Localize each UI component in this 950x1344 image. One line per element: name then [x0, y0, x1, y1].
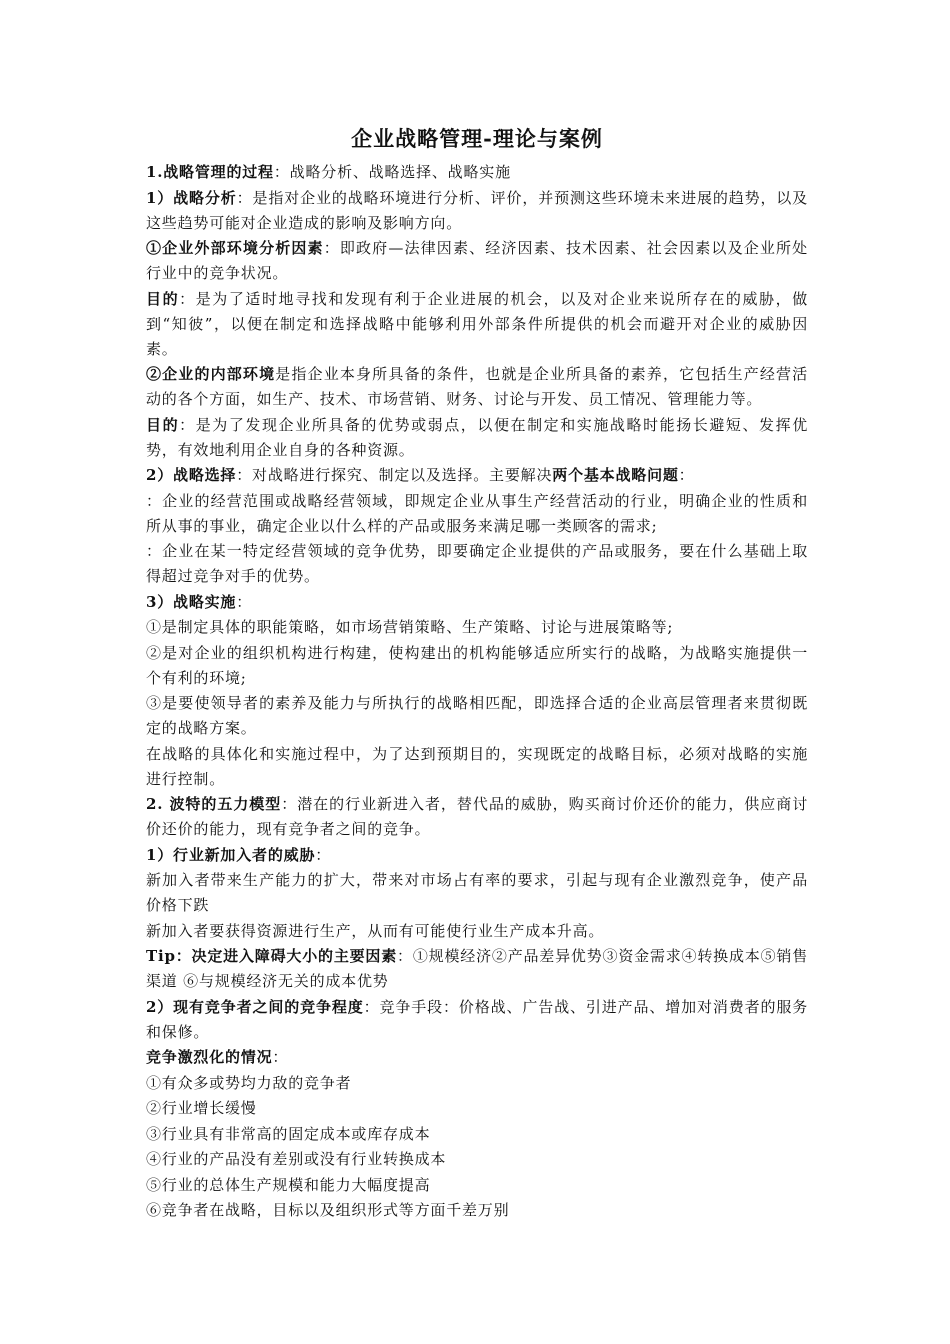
paragraph [146, 641, 808, 691]
paragraph [146, 995, 808, 1045]
body-text: ：企业在某一特定经营领域的竞争优势，即要确定企业提供的产品或服务，要在什么基础上取得超过竞争对手的优势。 [146, 542, 808, 585]
body-text: ：是为了适时地寻找和发现有利于企业进展的机会，以及对企业来说所存在的威胁，做到“知彼”，以便在制定和选择战略中能够利用外部条件所提供的机会而避开对企业的威胁因素。 [146, 289, 808, 358]
paragraph [146, 691, 808, 741]
paragraph [146, 413, 808, 463]
paragraph [146, 1198, 808, 1223]
body-text: ： [272, 1048, 289, 1066]
body-text: ：是指对企业的战略环境进行分析、评价，并预测这些环境未来进展的趋势，以及这些趋势可能对企业造成的影响及影响方向。 [146, 188, 808, 232]
bold-heading-text: 2）现有竞争者之间的竞争程度 [146, 997, 364, 1016]
body-text: ：①规模经济②产品差异优势③资金需求④转换成本⑤销售渠道 ⑥与规模经济无关的成本优势 [146, 947, 808, 990]
bold-heading-text: 1）战略分析 [146, 188, 237, 207]
body-text: 新加入者带来生产能力的扩大，带来对市场占有率的要求，引起与现有企业激烈竞争，使产品价格下跌 [146, 871, 808, 914]
bold-heading-text: 两个基本战略问题 [552, 466, 679, 484]
bold-heading-text: 1）行业新加入者的威胁 [146, 845, 316, 864]
body-text: ：即政府—法律因素、经济因素、技术因素、社会因素以及企业所处行业中的竞争状况。 [146, 239, 808, 282]
paragraph [146, 287, 808, 362]
body-text: ③行业具有非常高的固定成本或库存成本 [146, 1124, 431, 1143]
paragraph [146, 944, 808, 994]
body-text: ： [678, 466, 695, 484]
paragraph [146, 615, 808, 640]
bold-heading-text: 竞争激烈化的情况 [146, 1048, 273, 1066]
body-text: ③是要使领导者的素养及能力与所执行的战略相匹配，即选择合适的企业高层管理者来贯彻既定的战略方案。 [146, 694, 808, 737]
paragraph [146, 1071, 808, 1096]
bold-heading-text: 3）战略实施 [146, 592, 237, 611]
paragraph [146, 463, 808, 488]
paragraph [146, 919, 808, 944]
bold-heading-text: 1.战略管理的过程 [146, 163, 274, 181]
bold-heading-text: ①企业外部环境分析因素 [146, 239, 324, 257]
bold-heading-text: 2. 波特的五力模型 [146, 795, 282, 813]
bold-heading-text: Tip：决定进入障碍大小的主要因素 [146, 947, 398, 965]
body-text: ：是为了发现企业所具备的优势或弱点，以便在制定和实施战略时能扬长避短、发挥优势，有效地利用企业自身的各种资源。 [146, 415, 808, 459]
bold-heading-text: 目的 [146, 289, 180, 308]
paragraph [146, 160, 808, 185]
paragraph [146, 1173, 808, 1198]
body-text: ②是对企业的组织机构进行构建，使构建出的机构能够适应所实行的战略，为战略实施提供一个有利的环境; [146, 643, 808, 687]
body-text: ： [315, 845, 332, 864]
paragraph [146, 362, 808, 412]
document-body [146, 160, 808, 1223]
paragraph [146, 792, 808, 842]
paragraph [146, 742, 808, 792]
body-text: 在战略的具体化和实施过程中，为了达到预期目的，实现既定的战略目标，必须对战略的实施进行控制。 [146, 744, 808, 788]
body-text: ：潜在的行业新进入者，替代品的威胁，购买商讨价还价的能力，供应商讨价还价的能力，现有竞争者之间的竞争。 [146, 795, 809, 838]
paragraph [146, 236, 808, 286]
bold-heading-text: 2）战略选择 [146, 466, 237, 484]
paragraph [146, 539, 808, 589]
body-text: 是指企业本身所具备的条件，也就是企业所具备的素养，它包括生产经营活动的各个方面，如生产、技术、市场营销、财务、讨论与开发、员工情况、管理能力等。 [146, 365, 809, 408]
body-text: ：企业的经营范围或战略经营领域，即规定企业从事生产经营活动的行业，明确企业的性质和所从事的事业，确定企业以什么样的产品或服务来满足哪一类顾客的需求; [146, 491, 808, 535]
paragraph [146, 1147, 808, 1172]
body-text: 新加入者要获得资源进行生产，从而有可能使行业生产成本升高。 [146, 921, 605, 940]
body-text: ②行业增长缓慢 [146, 1099, 257, 1117]
paragraph [146, 186, 808, 236]
document-title: 企业战略管理-理论与案例 [351, 126, 603, 151]
paragraph [146, 1045, 808, 1070]
document-page [146, 124, 808, 1224]
body-text: ⑥竞争者在战略，目标以及组织形式等方面千差万别 [146, 1201, 510, 1219]
paragraph [146, 590, 808, 615]
body-text: ⑤行业的总体生产规模和能力大幅度提高 [146, 1175, 431, 1194]
paragraph [146, 489, 808, 539]
body-text: ①有众多或势均力敌的竞争者 [146, 1073, 352, 1092]
bold-heading-text: 目的 [146, 415, 180, 434]
body-text: ：对战略进行探究、制定以及选择。主要解决 [236, 466, 553, 484]
body-text: ： [236, 592, 253, 611]
paragraph [146, 1096, 808, 1121]
body-text: ④行业的产品没有差别或没有行业转换成本 [146, 1150, 447, 1168]
paragraph [146, 868, 808, 918]
body-text: ：竞争手段：价格战、广告战、引进产品、增加对消费者的服务和保修。 [146, 997, 809, 1041]
body-text: ①是制定具体的职能策略，如市场营销策略、生产策略、讨论与进展策略等; [146, 618, 674, 636]
bold-heading-text: ②企业的内部环境 [146, 365, 276, 383]
paragraph [146, 1122, 808, 1147]
body-text: ：战略分析、战略选择、战略实施 [273, 163, 511, 181]
paragraph [146, 843, 808, 868]
